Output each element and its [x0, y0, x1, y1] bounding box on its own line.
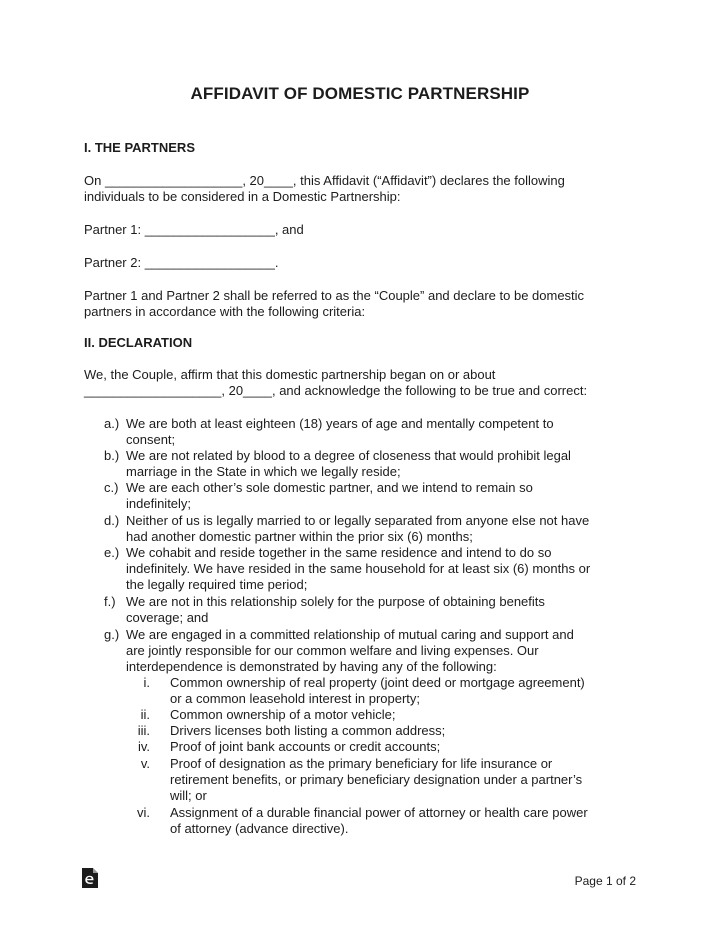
evidence-text: Common ownership of real property (joint deed or mortgage agreement) or a common leasehold interest in property;	[170, 675, 585, 706]
criteria-text: We cohabit and reside together in the same residence and intend to do so indefinitely. We have resided in the same household for at least six (6) months or the legally required time period;	[126, 545, 591, 592]
declaration-intro-line-2: ___________________, 20____, and acknowledge the following to be true and correct:	[84, 383, 588, 398]
evidence-label: v.	[140, 756, 150, 771]
criteria-label: a.)	[104, 416, 120, 431]
declaration-intro-line-1: We, the Couple, affirm that this domestic partnership began on or about	[84, 367, 496, 382]
evidence-label: ii.	[140, 707, 150, 722]
criteria-label: d.)	[104, 513, 120, 528]
criteria-label: b.)	[104, 448, 120, 463]
partners-intro-line-1: On ___________________, 20____, this Affidavit (“Affidavit”) declares the following	[84, 173, 565, 188]
document-title: AFFIDAVIT OF DOMESTIC PARTNERSHIP	[190, 84, 530, 103]
section-heading-partners: I. THE PARTNERS	[84, 140, 195, 155]
partner-2-line: Partner 2: __________________.	[84, 255, 279, 270]
evidence-text: Proof of joint bank accounts or credit accounts;	[170, 739, 441, 754]
evidence-text: Assignment of a durable financial power of attorney or health care power of attorney (advance directive).	[170, 805, 588, 836]
evidence-label: vi.	[137, 805, 150, 820]
evidence-label: i.	[143, 675, 150, 690]
criteria-text: We are not related by blood to a degree of closeness that would prohibit legal marriage in the State in which we legally reside;	[126, 448, 571, 479]
criteria-label: e.)	[104, 545, 120, 560]
criteria-text: We are engaged in a committed relationship of mutual caring and support and are jointly responsible for our common welfare and living expenses. Our interdependence is demonstrated by having any of the following:	[126, 627, 574, 674]
section-heading-declaration: II. DECLARATION	[84, 335, 193, 350]
criteria-text: We are both at least eighteen (18) years of age and mentally competent to consent;	[126, 416, 554, 447]
eforms-logo-icon	[82, 868, 98, 888]
criteria-text: We are each other’s sole domestic partner, and we intend to remain so indefinitely;	[126, 480, 533, 511]
evidence-label: iii.	[137, 723, 150, 738]
evidence-label: iv.	[137, 739, 150, 754]
criteria-text: Neither of us is legally married to or legally separated from anyone else not have had another domestic partner within the prior six (6) months;	[126, 513, 590, 544]
evidence-text: Drivers licenses both listing a common address;	[170, 723, 446, 738]
page-number: Page 1 of 2	[574, 874, 636, 888]
partner-1-line: Partner 1: __________________, and	[84, 222, 304, 237]
criteria-text: We are not in this relationship solely for the purpose of obtaining benefits coverage; and	[126, 594, 545, 625]
evidence-text: Proof of designation as the primary beneficiary for life insurance or retirement benefits, or primary beneficiary designation under a partner’s will; or	[170, 756, 583, 803]
evidence-text: Common ownership of a motor vehicle;	[170, 707, 396, 722]
criteria-label: c.)	[104, 480, 119, 495]
couple-line-2: partners in accordance with the following criteria:	[84, 304, 366, 319]
criteria-label: f.)	[104, 594, 116, 609]
couple-line-1: Partner 1 and Partner 2 shall be referred to as the “Couple” and declare to be domestic	[84, 288, 585, 303]
partners-intro-line-2: individuals to be considered in a Domestic Partnership:	[84, 189, 401, 204]
criteria-label: g.)	[104, 627, 120, 642]
